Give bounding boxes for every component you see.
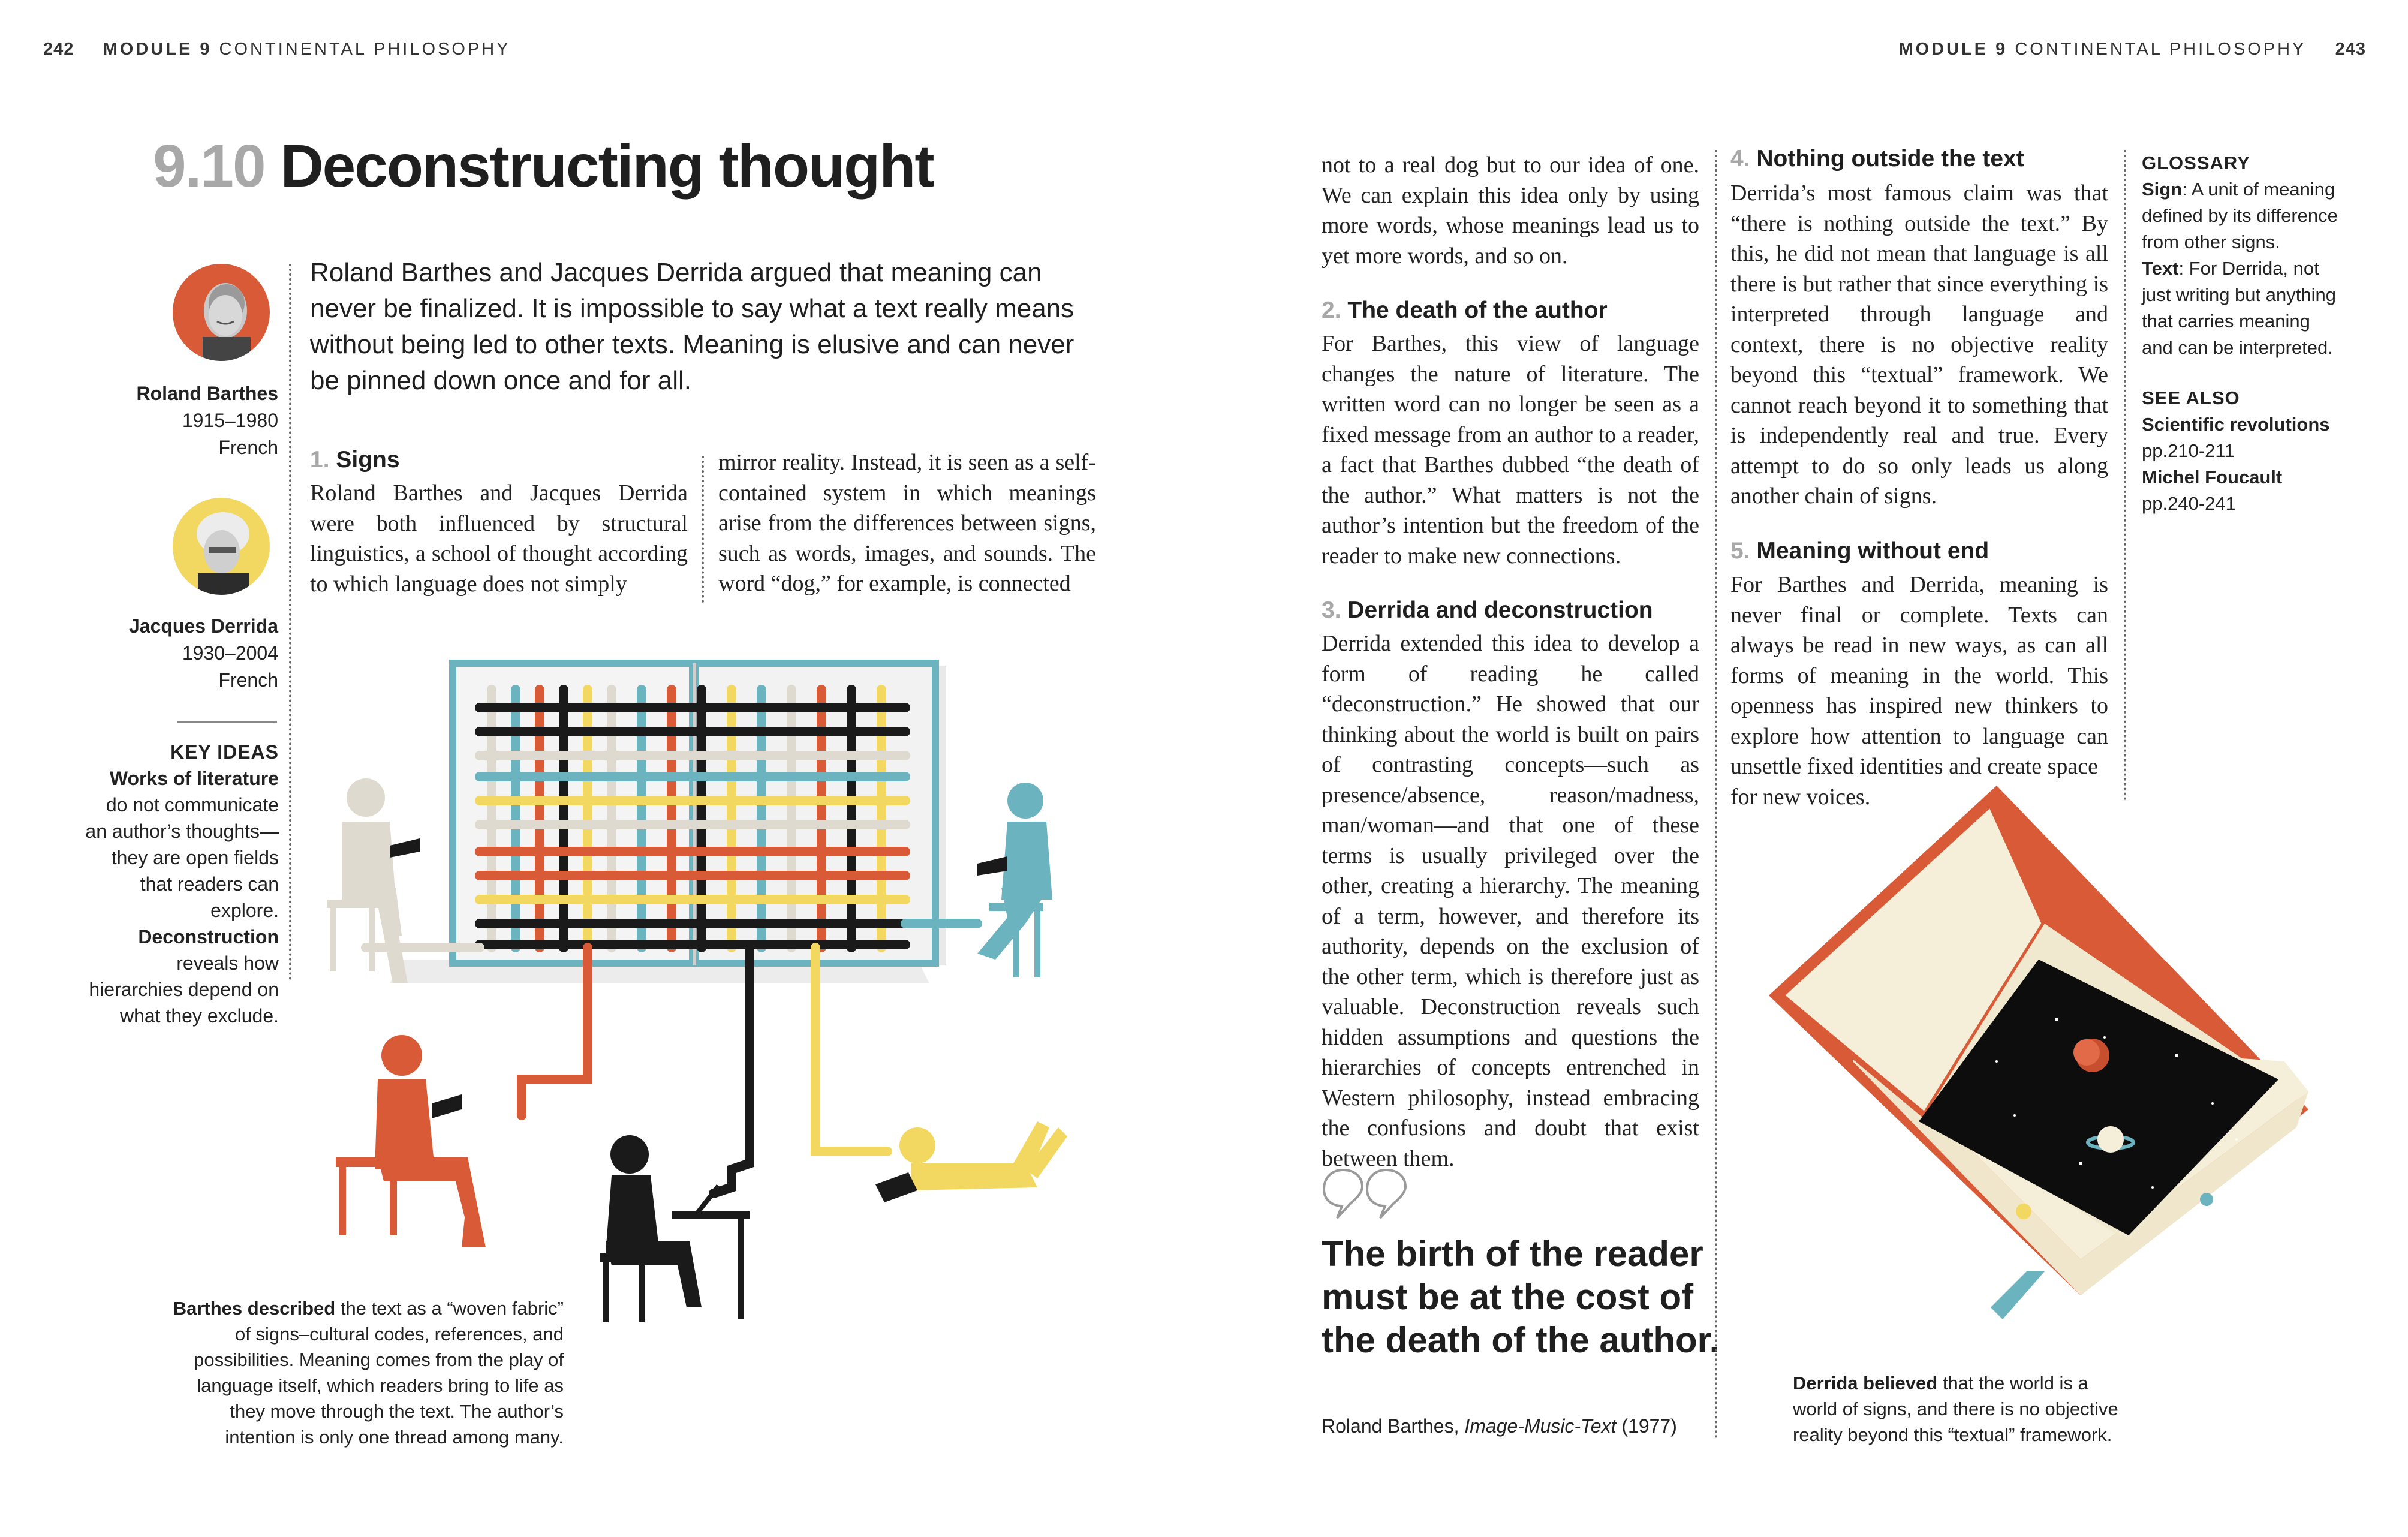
key-ideas-heading: KEY IDEAS bbox=[170, 741, 279, 763]
reader-figure-black bbox=[600, 1135, 750, 1322]
key-idea-1: Works of literature do not communicate an author’s thoughts—they are open fields that readers can explore. bbox=[85, 768, 279, 921]
glossary-entry-text: Text: For Derrida, not just writing but anything that carries meaning and can be interpreted. bbox=[2142, 258, 2336, 358]
module-title-right: CONTINENTAL PHILOSOPHY bbox=[2015, 40, 2307, 59]
quote-mark-icon bbox=[1322, 1166, 1408, 1220]
barthes-portrait bbox=[173, 264, 270, 361]
key-idea-2: Deconstruction reveals how hierarchies depend on what they exclude. bbox=[89, 926, 279, 1027]
section-heading-signs: 1. Signs bbox=[310, 447, 400, 473]
running-header-right bbox=[1898, 40, 2366, 59]
reader-figure-beige bbox=[327, 778, 408, 983]
caption-right: Derrida believed that the world is a world of signs, and there is no objective reality beyond this “textual” framework. bbox=[1793, 1373, 2118, 1445]
chapter-title: Deconstructing thought bbox=[280, 133, 934, 200]
module-label-left: MODULE 9 bbox=[103, 40, 212, 59]
module-title-left: CONTINENTAL PHILOSOPHY bbox=[219, 40, 511, 59]
woven-text-illustration bbox=[318, 648, 1109, 1349]
quote-source: Roland Barthes, Image-Music-Text (1977) bbox=[1322, 1415, 1677, 1437]
see-also-heading: SEE ALSO bbox=[2142, 387, 2240, 408]
cosmos-book-illustration bbox=[1745, 780, 2344, 1319]
glossary bbox=[2142, 150, 2346, 517]
signs-column-1: Roland Barthes and Jacques Derrida were both influenced by structural linguistics, a school of thought according to which language does not simply bbox=[310, 480, 688, 597]
meaning-without-end-text: For Barthes and Derrida, meaning is never final or complete. Texts can always be read in new ways, as can all forms of meaning in the world. This openness has inspired new thinkers to explore how attention to language can unsettle fixed identities and create space for new voices. bbox=[1730, 572, 2108, 810]
see-also-link-scientific-revolutions[interactable]: Scientific revolutions bbox=[2142, 414, 2330, 435]
deconstruction-text: Derrida extended this idea to develop a form of reading he called “deconstruction.” He showed that our thinking about the world is built on pairs of contrasting concepts—such as presence/absence, reason/madness, man/woman—and that one of these terms is usually privileged over the other, creating a hierarchy. The meaning of a term, however, and therefore its authority, depends on the exclusion of the other term, which is therefore just as valuable. Deconstruction reveals such hidden assumptions and questions the hierarchies of concepts entrenched in Western philosophy, instead embracing the confusions and doubt that exist between them. bbox=[1322, 631, 1699, 1171]
page-title bbox=[153, 132, 934, 201]
derrida-portrait bbox=[173, 498, 270, 595]
reader-figure-yellow bbox=[899, 1121, 1067, 1190]
see-also-link-michel-foucault[interactable]: Michel Foucault bbox=[2142, 467, 2283, 488]
see-also-pages-2: pp.240-241 bbox=[2142, 493, 2236, 514]
bio-years: 1930–2004 bbox=[182, 642, 278, 664]
chapter-number: 9.10 bbox=[153, 133, 265, 200]
running-header-left bbox=[43, 40, 511, 59]
column-divider bbox=[702, 456, 704, 603]
section-heading-meaning-without-end: 5. Meaning without end bbox=[1730, 538, 1989, 564]
signs-column-2: mirror reality. Instead, it is seen as a self-contained system in which meanings arise from the differences between signs, such as words, images, and sounds. The word “dog,” for example, is connected bbox=[718, 450, 1096, 596]
bio-barthes bbox=[98, 380, 278, 461]
intro-paragraph: Roland Barthes and Jacques Derrida argued that meaning can never be finalized. It is impossible to say what a text really means without being led to other texts. Meaning is elusive and can never be pinned down once and for all. bbox=[310, 258, 1074, 395]
caption-left: Barthes described the text as a “woven fabric” of signs–cultural codes, references, and possibilities. Meaning comes from the play of language itself, which readers bring to life as they move through the text. The author’s intention is only one thread among many. bbox=[173, 1298, 564, 1448]
blue-planet bbox=[2200, 1193, 2213, 1206]
reader-figure-teal bbox=[977, 783, 1052, 977]
bio-derrida bbox=[98, 613, 278, 694]
bio-years: 1915–1980 bbox=[182, 410, 278, 431]
reader-figure-red bbox=[336, 1035, 486, 1247]
bio-nationality: French bbox=[218, 437, 278, 458]
module-label-right: MODULE 9 bbox=[1898, 40, 2008, 59]
see-also-pages-1: pp.210-211 bbox=[2142, 440, 2235, 461]
signs-column-3: not to a real dog but to our idea of one. We can explain this idea only by using more words, whose meanings lead us to yet more words, and so on. bbox=[1322, 152, 1699, 269]
glossary-entry-sign: Sign: A unit of meaning defined by its difference from other signs. bbox=[2142, 179, 2338, 252]
bio-name: Roland Barthes bbox=[136, 383, 278, 404]
column-divider-right-2 bbox=[2124, 150, 2126, 801]
page-number-right: 243 bbox=[2335, 40, 2366, 59]
sidebar-divider bbox=[289, 264, 291, 980]
section-heading-nothing-outside: 4. Nothing outside the text bbox=[1730, 146, 2024, 172]
bio-nationality: French bbox=[218, 669, 278, 691]
section-heading-deconstruction: 3. Derrida and deconstruction bbox=[1322, 597, 1653, 623]
bookmark-ribbon bbox=[1991, 1271, 2045, 1319]
page-number-left: 242 bbox=[43, 40, 74, 59]
death-of-author-text: For Barthes, this view of language changes the nature of literature. The written word can no longer be seen as a fixed message from an author to a reader, a fact that Barthes dubbed “the death of the author.” What matters is not the author’s intention but the freedom of the reader to make new connections. bbox=[1322, 331, 1699, 569]
column-divider-right-1 bbox=[1715, 150, 1717, 1439]
glossary-heading: GLOSSARY bbox=[2142, 152, 2250, 173]
section-heading-death-of-author: 2. The death of the author bbox=[1322, 297, 1608, 323]
yellow-planet bbox=[2016, 1204, 2031, 1219]
key-ideas bbox=[84, 739, 279, 1029]
bio-name: Jacques Derrida bbox=[128, 615, 278, 637]
pull-quote: The birth of the reader must be at the cost of the death of the author. bbox=[1322, 1234, 1720, 1360]
key-ideas-rule bbox=[177, 721, 277, 723]
nothing-outside-text: Derrida’s most famous claim was that “there is nothing outside the text.” By this, he did not mean that language is all there is but rather that since everything is interpreted through language and context, there is no objective reality beyond this “textual” framework. We cannot reach beyond it to something that is independently real and true. Every attempt to do so only leads us along another chain of signs. bbox=[1730, 181, 2108, 509]
